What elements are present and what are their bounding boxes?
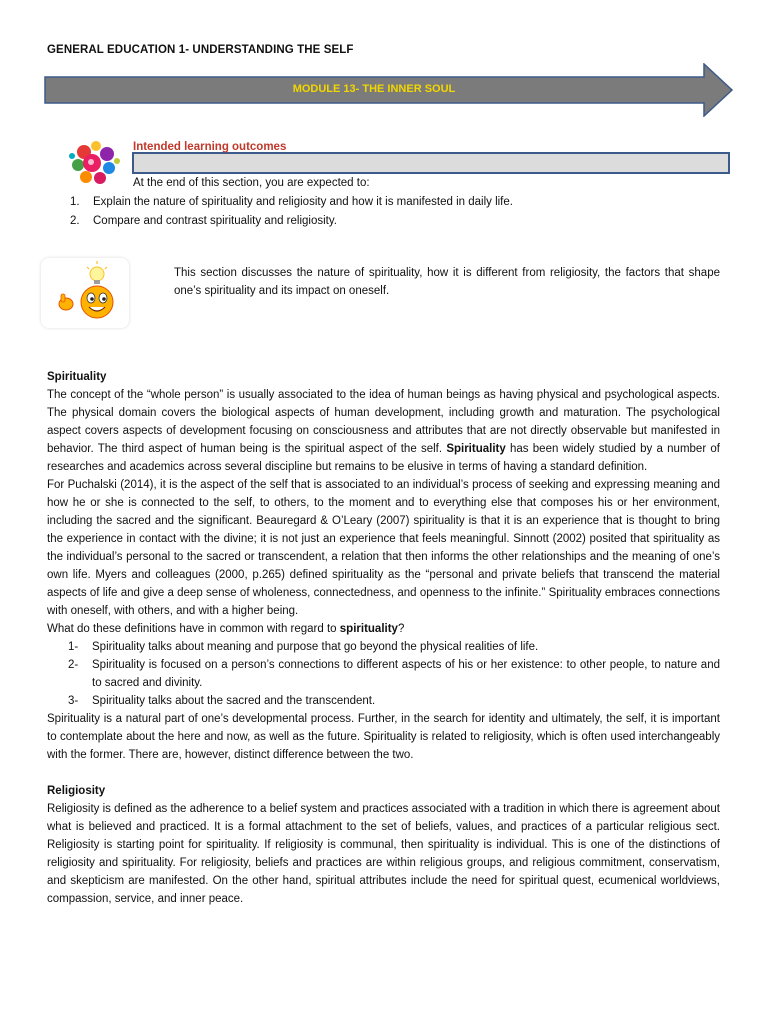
paragraph: Religiosity is defined as the adherence to a belief system and practices associated with a tradition in which there is agreement about what is believed and practiced. It is a formal attachment to the set of beliefs, values, and practices of a particular religious sect. Religiosity is starting point for spirituality. If religiosity is communal, then spirituality is individual. This is one of the distinctions of religiosity and spirituality. For religiosity, beliefs and practices are within religious groups, and religious commitment, conservatism, and skepticism are manifested. On the other hand, spiritual attributes include the need for spiritual quest, ecumenical worldviews, compassion, service, and inner peace. (47, 803, 720, 905)
paragraph: The concept of the “whole person” is usually associated to the idea of human beings as having physical and psychological aspects. The physical domain covers the biological aspects of human development, including growth and maturation. The psychological aspect covers aspects of development focusing on consciousness and attributes that are not directly observable but manifested in behavior. The third aspect of human being is the spiritual aspect of the self. Spirituality has been widely studied by a number of researches and academics across several discipline but remains to be elusive in terms of having a standard definition. (47, 389, 720, 473)
paragraph: For Puchalski (2014), it is the aspect of the self that is associated to an individual’s process of seeking and expressing meaning and how he or she is connected to the self, to others, to the moment and to everything else that composes his or her environment, including the sacred and the significant. Beauregard & O’Leary (2007) spirituality is that it is an experience that is thought to bring the experience in contact with the divine; it is not just an experience that feels meaningful. Sinnott (2002) posited that spirituality as the individual’s personal to the sacred or transcendent, a relation that then informs the other relationships and the meaning of one’s own life. Myers and colleagues (2000, p.265) defined spirituality as the “personal and private beliefs that transcend the material aspects of life and give a deep sense of wholeness, connectedness, and openness to the infinite.” Spirituality embraces connections with oneself, with others, and with a higher being. (47, 479, 720, 617)
paragraph: Spirituality is a natural part of one’s developmental process. Further, in the search for identity and ultimately, the self, it is important to contemplate about the here and now, as well as the future. Spirituality is related to religiosity, which is often used interchangeably with the former. There are, however, distinct difference between the two. (47, 713, 720, 761)
list-item: 2- Spirituality is focused on a person’s connections to different aspects of his or her existence: to other people, to nature and to sacred and divinity. (68, 659, 720, 689)
outcomes-intro: At the end of this section, you are expected to: (133, 177, 370, 189)
section-intro-text: This section discusses the nature of spirituality, how it is different from religiosity, the factors that shape one’s spirituality and its impact on oneself. (174, 267, 720, 297)
common-points-list (47, 638, 720, 710)
module-title: MODULE 13- THE INNER SOUL (292, 83, 456, 95)
section-heading: Spirituality (47, 371, 107, 383)
spirituality-section (47, 368, 720, 908)
section-heading: Religiosity (47, 785, 106, 797)
outcomes-heading: Intended learning outcomes (133, 141, 287, 153)
course-title: GENERAL EDUCATION 1- UNDERSTANDING THE SELF (47, 44, 354, 56)
module-banner (44, 63, 734, 117)
list-item: 1- Spirituality talks about meaning and purpose that go beyond the physical realities of life. (68, 641, 539, 653)
list-item: 3- Spirituality talks about the sacred and the transcendent. (68, 695, 376, 707)
paragraph: What do these definitions have in common with regard to spirituality? (47, 623, 405, 635)
lightbulb-emoji-icon (41, 258, 129, 328)
list-item: 2. Compare and contrast spirituality and religiosity. (70, 215, 337, 227)
outcomes-heading-bar (132, 152, 730, 174)
colorful-bubbles-icon (62, 134, 128, 190)
list-item: 1. Explain the nature of spirituality and religiosity and how it is manifested in daily life. (70, 196, 513, 208)
outcomes-list (70, 193, 513, 231)
